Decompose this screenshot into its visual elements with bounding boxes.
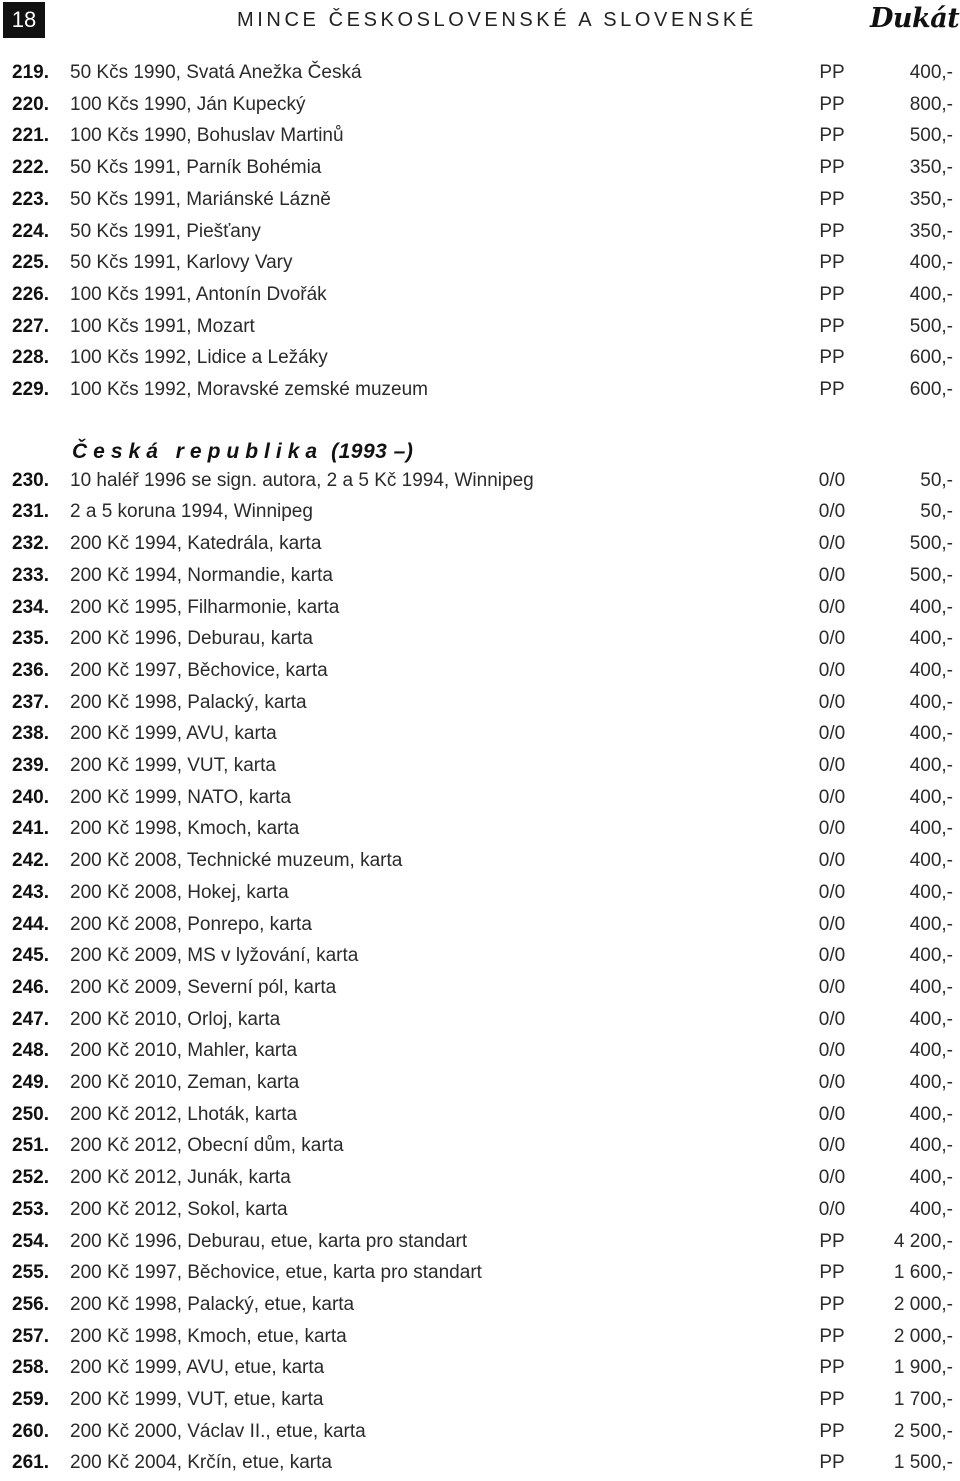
- item-grade: PP: [819, 1325, 845, 1347]
- catalog-row: [0, 845, 960, 877]
- item-grade: 0/0: [818, 786, 846, 808]
- item-number: 246.: [12, 976, 49, 998]
- item-price: 400,-: [909, 1198, 953, 1220]
- item-number: 224.: [12, 220, 49, 242]
- item-number: 226.: [12, 283, 49, 305]
- item-description: 200 Kč 2000, Václav II., etue, karta: [70, 1420, 366, 1442]
- item-price: 400,-: [909, 913, 953, 935]
- page-number: 18: [3, 2, 45, 38]
- item-number: 240.: [12, 786, 49, 808]
- item-grade: 0/0: [818, 596, 846, 618]
- catalog-row: [0, 342, 960, 374]
- item-description: 200 Kč 1997, Běchovice, karta: [70, 659, 328, 681]
- item-description: 200 Kč 1999, AVU, karta: [70, 723, 277, 745]
- section-heading-years: (1993 –): [331, 439, 414, 463]
- item-description: 50 Kčs 1990, Svatá Anežka Česká: [70, 62, 362, 83]
- item-price: 600,-: [909, 347, 953, 369]
- item-number: 222.: [12, 157, 49, 179]
- item-price: 4 200,-: [893, 1230, 953, 1252]
- item-price: 50,-: [920, 469, 953, 491]
- item-number: 242.: [12, 850, 49, 872]
- item-number: 232.: [12, 533, 49, 555]
- item-number: 243.: [12, 881, 49, 903]
- item-description: 200 Kč 1999, VUT, etue, karta: [70, 1389, 324, 1410]
- item-number: 225.: [12, 252, 49, 274]
- item-grade: PP: [819, 125, 845, 147]
- item-number: 254.: [12, 1230, 49, 1252]
- catalog-row: [0, 1004, 960, 1036]
- item-grade: PP: [819, 379, 845, 400]
- item-description: 200 Kč 1994, Normandie, karta: [70, 564, 333, 586]
- item-price: 600,-: [909, 379, 953, 400]
- catalog-row: [0, 311, 960, 343]
- catalog-row: [0, 1384, 960, 1416]
- item-description: 200 Kč 1999, NATO, karta: [70, 786, 292, 808]
- item-price: 1 500,-: [893, 1452, 953, 1474]
- catalog-row: [0, 813, 960, 845]
- item-grade: PP: [819, 1420, 845, 1442]
- item-price: 1 600,-: [893, 1262, 953, 1284]
- catalog-row: [0, 152, 960, 184]
- catalog-row: [0, 528, 960, 560]
- catalog-row: [0, 940, 960, 972]
- item-description: 10 haléř 1996 se sign. autora, 2 a 5 Kč 1994, Winnipeg: [70, 469, 534, 491]
- item-number: 244.: [12, 913, 49, 935]
- catalog-row: [0, 465, 960, 497]
- item-number: 238.: [12, 723, 49, 745]
- catalog-row: [0, 1162, 960, 1194]
- item-number: 247.: [12, 1008, 49, 1030]
- item-grade: 0/0: [818, 1040, 846, 1062]
- item-price: 350,-: [909, 157, 953, 179]
- item-grade: 0/0: [818, 723, 846, 745]
- item-grade: 0/0: [818, 533, 846, 555]
- item-description: 100 Kčs 1991, Mozart: [70, 315, 255, 337]
- item-grade: 0/0: [818, 1135, 846, 1157]
- item-number: 235.: [12, 628, 49, 650]
- item-description: 200 Kč 2010, Orloj, karta: [70, 1008, 281, 1030]
- item-price: 400,-: [909, 1167, 953, 1189]
- item-price: 400,-: [909, 1008, 953, 1030]
- item-grade: PP: [819, 1357, 845, 1379]
- item-grade: 0/0: [818, 564, 846, 586]
- catalog-row: [0, 496, 960, 528]
- item-number: 236.: [12, 659, 49, 681]
- item-price: 400,-: [909, 818, 953, 840]
- item-price: 500,-: [909, 533, 953, 555]
- item-price: 400,-: [909, 723, 953, 745]
- item-number: 259.: [12, 1389, 49, 1410]
- item-number: 249.: [12, 1072, 49, 1093]
- item-price: 400,-: [909, 596, 953, 618]
- catalog-row: [0, 1257, 960, 1289]
- item-number: 220.: [12, 93, 49, 115]
- item-description: 200 Kč 1997, Běchovice, etue, karta pro standart: [70, 1262, 482, 1284]
- catalog-row: [0, 718, 960, 750]
- item-grade: PP: [819, 283, 845, 305]
- item-grade: 0/0: [818, 1167, 846, 1189]
- item-price: 400,-: [909, 691, 953, 713]
- item-grade: PP: [819, 93, 845, 115]
- item-price: 2 000,-: [893, 1293, 953, 1315]
- catalog-row: [0, 1226, 960, 1258]
- item-description: 200 Kč 1998, Kmoch, karta: [70, 818, 300, 840]
- item-price: 350,-: [909, 188, 953, 210]
- item-price: 400,-: [909, 976, 953, 998]
- item-price: 400,-: [909, 62, 953, 83]
- section-heading: [72, 436, 413, 468]
- item-price: 400,-: [909, 252, 953, 274]
- item-description: 200 Kč 1999, AVU, etue, karta: [70, 1357, 325, 1379]
- item-description: 200 Kč 2009, MS v lyžování, karta: [70, 945, 359, 967]
- item-description: 200 Kč 2008, Hokej, karta: [70, 881, 289, 903]
- item-price: 400,-: [909, 786, 953, 808]
- catalog-row: [0, 247, 960, 279]
- item-grade: 0/0: [818, 755, 846, 776]
- item-description: 100 Kčs 1990, Bohuslav Martinů: [70, 125, 344, 147]
- item-description: 200 Kč 2009, Severní pól, karta: [70, 976, 337, 998]
- item-price: 400,-: [909, 1135, 953, 1157]
- catalog-row: [0, 89, 960, 121]
- item-number: 255.: [12, 1262, 49, 1284]
- dukat-logo: Dukát: [870, 3, 960, 34]
- item-number: 237.: [12, 691, 49, 713]
- item-description: 200 Kč 2012, Obecní dům, karta: [70, 1135, 344, 1157]
- item-number: 251.: [12, 1135, 49, 1157]
- item-number: 245.: [12, 945, 49, 967]
- item-grade: PP: [819, 157, 845, 179]
- item-grade: PP: [819, 188, 845, 210]
- item-price: 400,-: [909, 283, 953, 305]
- item-grade: 0/0: [818, 818, 846, 840]
- item-number: 261.: [12, 1452, 49, 1474]
- item-grade: 0/0: [818, 913, 846, 935]
- item-number: 253.: [12, 1198, 49, 1220]
- catalog-row: [0, 1067, 960, 1099]
- item-grade: 0/0: [818, 1103, 846, 1125]
- item-description: 200 Kč 1998, Palacký, karta: [70, 691, 307, 713]
- item-description: 200 Kč 1999, VUT, karta: [70, 755, 276, 776]
- item-description: 200 Kč 2004, Krčín, etue, karta: [70, 1452, 332, 1474]
- item-grade: PP: [819, 1230, 845, 1252]
- catalog-row: [0, 57, 960, 89]
- item-price: 500,-: [909, 564, 953, 586]
- item-description: 200 Kč 2010, Mahler, karta: [70, 1040, 298, 1062]
- item-number: 231.: [12, 501, 49, 523]
- item-description: 200 Kč 2012, Junák, karta: [70, 1167, 291, 1189]
- item-grade: PP: [819, 1452, 845, 1474]
- item-description: 50 Kčs 1991, Piešťany: [70, 220, 261, 242]
- item-description: 50 Kčs 1991, Karlovy Vary: [70, 252, 293, 274]
- item-price: 2 000,-: [893, 1325, 953, 1347]
- item-description: 200 Kč 2012, Lhoták, karta: [70, 1103, 298, 1125]
- item-grade: 0/0: [818, 501, 846, 523]
- page-header: [0, 0, 960, 40]
- item-price: 500,-: [909, 315, 953, 337]
- item-grade: PP: [819, 315, 845, 337]
- catalog-row: [0, 909, 960, 941]
- section-heading-title: Česká republika: [72, 439, 324, 463]
- item-description: 200 Kč 2012, Sokol, karta: [70, 1198, 288, 1220]
- catalog-row: [0, 1289, 960, 1321]
- item-description: 200 Kč 2008, Technické muzeum, karta: [70, 850, 403, 872]
- item-number: 234.: [12, 596, 49, 618]
- catalog-row: [0, 1130, 960, 1162]
- item-description: 50 Kčs 1991, Mariánské Lázně: [70, 188, 331, 210]
- item-grade: PP: [819, 1293, 845, 1315]
- running-title: MINCE ČESKOSLOVENSKÉ A SLOVENSKÉ: [237, 9, 757, 31]
- item-price: 400,-: [909, 881, 953, 903]
- item-grade: 0/0: [818, 628, 846, 650]
- catalog-row: [0, 782, 960, 814]
- item-number: 252.: [12, 1167, 49, 1189]
- item-description: 200 Kč 1998, Kmoch, etue, karta: [70, 1325, 347, 1347]
- catalog-row: [0, 279, 960, 311]
- item-number: 219.: [12, 62, 49, 83]
- item-description: 100 Kčs 1992, Moravské zemské muzeum: [70, 379, 428, 400]
- item-price: 400,-: [909, 850, 953, 872]
- item-price: 500,-: [909, 125, 953, 147]
- item-price: 400,-: [909, 1040, 953, 1062]
- item-description: 200 Kč 1994, Katedrála, karta: [70, 533, 322, 555]
- catalog-row: [0, 1194, 960, 1226]
- item-grade: PP: [819, 1389, 845, 1410]
- item-price: 400,-: [909, 659, 953, 681]
- item-number: 233.: [12, 564, 49, 586]
- catalog-row: [0, 1099, 960, 1131]
- item-grade: 0/0: [818, 945, 846, 967]
- catalog-row: [0, 1035, 960, 1067]
- catalog-row: [0, 1321, 960, 1353]
- item-grade: 0/0: [818, 1198, 846, 1220]
- catalog-row: [0, 687, 960, 719]
- catalog-row: [0, 1447, 960, 1479]
- item-price: 400,-: [909, 945, 953, 967]
- catalog-row: [0, 877, 960, 909]
- item-price: 800,-: [909, 93, 953, 115]
- item-grade: 0/0: [818, 976, 846, 998]
- item-grade: 0/0: [818, 659, 846, 681]
- item-grade: 0/0: [818, 1072, 846, 1093]
- item-number: 227.: [12, 315, 49, 337]
- catalog-row: [0, 216, 960, 248]
- item-number: 223.: [12, 188, 49, 210]
- item-price: 1 700,-: [893, 1389, 953, 1410]
- item-description: 2 a 5 koruna 1994, Winnipeg: [70, 501, 313, 523]
- catalog-row: [0, 655, 960, 687]
- item-number: 228.: [12, 347, 49, 369]
- item-price: 400,-: [909, 628, 953, 650]
- item-description: 100 Kčs 1992, Lidice a Ležáky: [70, 347, 328, 369]
- catalog-row: [0, 972, 960, 1004]
- item-number: 241.: [12, 818, 49, 840]
- catalog-row: [0, 1416, 960, 1448]
- item-grade: 0/0: [818, 1008, 846, 1030]
- item-grade: PP: [819, 347, 845, 369]
- catalog-row: [0, 623, 960, 655]
- item-number: 250.: [12, 1103, 49, 1125]
- item-number: 258.: [12, 1357, 49, 1379]
- item-price: 400,-: [909, 1103, 953, 1125]
- item-number: 221.: [12, 125, 49, 147]
- item-grade: 0/0: [818, 881, 846, 903]
- item-price: 400,-: [909, 755, 953, 776]
- item-grade: PP: [819, 220, 845, 242]
- item-description: 200 Kč 1996, Deburau, etue, karta pro standart: [70, 1230, 468, 1252]
- item-number: 260.: [12, 1420, 49, 1442]
- catalog-row: [0, 184, 960, 216]
- item-grade: PP: [819, 252, 845, 274]
- item-number: 257.: [12, 1325, 49, 1347]
- item-price: 400,-: [909, 1072, 953, 1093]
- item-number: 248.: [12, 1040, 49, 1062]
- item-grade: 0/0: [818, 691, 846, 713]
- item-grade: 0/0: [818, 850, 846, 872]
- item-grade: 0/0: [818, 469, 846, 491]
- item-description: 200 Kč 1998, Palacký, etue, karta: [70, 1293, 355, 1315]
- item-description: 50 Kčs 1991, Parník Bohémia: [70, 157, 322, 179]
- item-number: 230.: [12, 469, 49, 491]
- item-price: 1 900,-: [893, 1357, 953, 1379]
- item-description: 200 Kč 2008, Ponrepo, karta: [70, 913, 312, 935]
- catalog-row: [0, 560, 960, 592]
- item-description: 200 Kč 1995, Filharmonie, karta: [70, 596, 340, 618]
- catalog-row: [0, 750, 960, 782]
- item-price: 350,-: [909, 220, 953, 242]
- item-description: 100 Kčs 1991, Antonín Dvořák: [70, 283, 327, 305]
- item-grade: PP: [819, 62, 845, 83]
- item-price: 50,-: [920, 501, 953, 523]
- item-price: 2 500,-: [893, 1420, 953, 1442]
- catalog-row: [0, 374, 960, 406]
- item-number: 239.: [12, 755, 49, 776]
- item-number: 256.: [12, 1293, 49, 1315]
- item-description: 100 Kčs 1990, Ján Kupecký: [70, 93, 306, 115]
- catalog-row: [0, 120, 960, 152]
- item-grade: PP: [819, 1262, 845, 1284]
- catalog-row: [0, 1352, 960, 1384]
- item-description: 200 Kč 2010, Zeman, karta: [70, 1072, 300, 1093]
- item-number: 229.: [12, 379, 49, 400]
- item-description: 200 Kč 1996, Deburau, karta: [70, 628, 313, 650]
- catalog-row: [0, 592, 960, 624]
